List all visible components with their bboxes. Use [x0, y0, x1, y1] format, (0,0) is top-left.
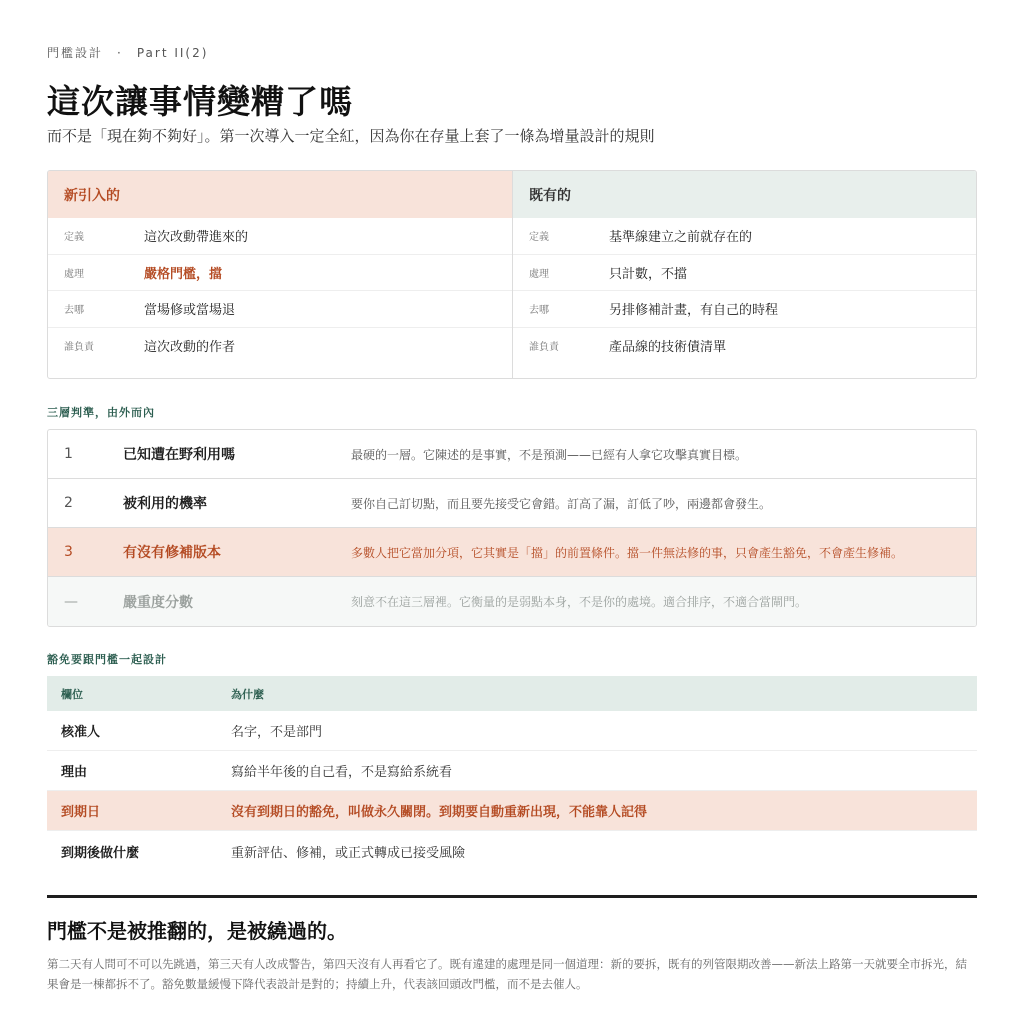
layer-description: 最硬的一層。它陳述的是事實，不是預測——已經有人拿它攻擊真實目標。 [351, 447, 748, 462]
new-row-destination [48, 291, 512, 328]
row-value: 這次改動的作者 [144, 340, 236, 356]
section-divider [47, 895, 977, 898]
waiver-section-label: 豁免要跟門檻一起設計 [47, 653, 167, 666]
new-row-owner [48, 328, 512, 365]
breadcrumb [47, 44, 208, 61]
field-cell: 核准人 [61, 725, 101, 740]
table-row [47, 831, 977, 871]
row-key: 去哪 [64, 305, 84, 317]
waiver-table-header [47, 676, 977, 711]
row-value: 產品線的技術債清單 [609, 340, 727, 356]
row-value: 嚴格門檻，擋 [144, 266, 223, 282]
layer-number: 1 [64, 446, 73, 462]
comparison-card [47, 170, 977, 379]
row-key: 定義 [64, 232, 84, 244]
field-cell: 到期日 [61, 805, 101, 820]
column-header-why: 為什麼 [231, 687, 264, 701]
existing-row-definition [513, 218, 976, 255]
breadcrumb-part: Part II(2) [136, 46, 209, 60]
layer-name: 有沒有修補版本 [123, 545, 221, 561]
table-row-highlighted [47, 791, 977, 831]
layer-item [48, 479, 976, 528]
layer-name: 嚴重度分數 [123, 594, 193, 611]
layers-section-label: 三層判準，由外而內 [47, 406, 155, 419]
page-subtitle: 而不是「現在夠不夠好」。第一次導入一定全紅，因為你在存量上套了一條為增量設計的規則 [47, 127, 655, 145]
existing-row-owner [513, 328, 976, 365]
row-value: 基準線建立之前就存在的 [609, 230, 753, 246]
existing-column-heading: 既有的 [513, 171, 976, 218]
row-value: 另排修補計畫，有自己的時程 [609, 303, 779, 319]
breadcrumb-section: 門檻設計 [47, 46, 104, 60]
layer-number: — [64, 593, 78, 610]
page-title: 這次讓事情變糟了嗎 [47, 82, 353, 121]
existing-column [512, 171, 976, 378]
why-cell: 名字，不是部門 [231, 725, 323, 740]
new-row-handling [48, 255, 512, 292]
table-row [47, 751, 977, 791]
closing-paragraph: 第二天有人問可不可以先跳過，第三天有人改成警告，第四天沒有人再看它了。既有違建的處理是同一個道理：新的要拆，既有的列管限期改善——新法上路第一天就要全市拆光，結果會是一棟都拆不了。豁免數量緩慢下降代表設計是對的；持續上升，代表該回頭改門檻，而不是去催人。 [47, 957, 967, 991]
existing-row-handling [513, 255, 976, 292]
row-key: 處理 [529, 268, 549, 280]
table-row [47, 711, 977, 751]
new-column [48, 171, 512, 378]
why-cell: 重新評估、修補，或正式轉成已接受風險 [231, 845, 466, 861]
new-row-definition [48, 218, 512, 255]
existing-row-destination [513, 291, 976, 328]
field-cell: 理由 [61, 765, 88, 780]
row-key: 去哪 [529, 305, 549, 317]
layer-description: 要你自己訂切點，而且要先接受它會錯。訂高了漏，訂低了吵，兩邊都會發生。 [351, 496, 772, 511]
new-column-heading: 新引入的 [48, 171, 512, 218]
row-value: 當場修或當場退 [144, 303, 236, 319]
layer-item-highlighted [48, 528, 976, 577]
closing-heading: 門檻不是被推翻的，是被繞過的。 [47, 919, 347, 943]
layer-item-excluded [48, 577, 976, 626]
why-cell: 寫給半年後的自己看，不是寫給系統看 [231, 765, 453, 780]
layer-item [48, 430, 976, 479]
layer-number: 2 [64, 495, 73, 511]
waiver-table [47, 676, 977, 871]
layer-description: 多數人把它當加分項，它其實是「擋」的前置條件。擋一件無法修的事，只會產生豁免，不會產生修補。 [351, 545, 904, 560]
field-cell: 到期後做什麼 [61, 845, 140, 861]
row-key: 誰負責 [64, 342, 94, 354]
row-key: 處理 [64, 268, 84, 280]
breadcrumb-separator: · [117, 46, 123, 60]
layer-description: 刻意不在這三層裡。它衡量的是弱點本身，不是你的處境。適合排序，不適合當閘門。 [351, 595, 808, 609]
row-value: 只計數，不擋 [609, 266, 688, 282]
layer-name: 已知遭在野利用嗎 [123, 447, 235, 463]
row-key: 定義 [529, 232, 549, 244]
row-value: 這次改動帶進來的 [144, 230, 249, 246]
why-cell: 沒有到期日的豁免，叫做永久關閉。到期要自動重新出現，不能靠人記得 [231, 805, 648, 820]
layers-list [47, 429, 977, 627]
layer-name: 被利用的機率 [123, 496, 207, 512]
layer-number: 3 [64, 544, 73, 560]
row-key: 誰負責 [529, 342, 559, 354]
column-header-field: 欄位 [61, 687, 83, 701]
